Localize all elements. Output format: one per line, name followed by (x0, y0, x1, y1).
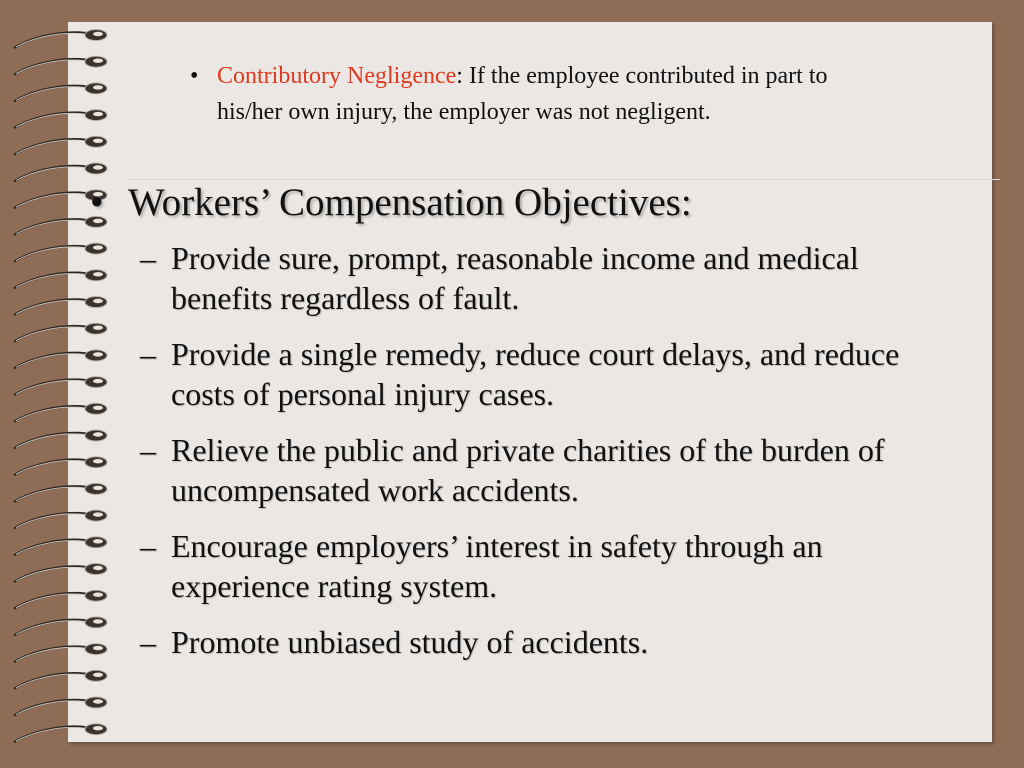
objective-item (140, 238, 960, 318)
bullet-dot: • (90, 181, 104, 224)
objective-item (140, 622, 960, 662)
objective-text: Promote unbiased study of accidents. (171, 624, 649, 660)
objective-text: Encourage employers’ interest in safety through an experience rating system. (171, 528, 823, 604)
objective-text: Provide a single remedy, reduce court delays, and reduce costs of personal injury cases. (171, 336, 900, 412)
dash-marker: – (140, 240, 156, 276)
objective-item (140, 430, 960, 510)
dash-marker: – (140, 336, 156, 372)
objective-item (140, 334, 960, 414)
term-contributory-negligence: Contributory Negligence (217, 63, 457, 89)
term-definition: : If the employee contributed in part to his/her own injury, the employer was not negligent. (217, 63, 828, 125)
objectives-heading (90, 178, 990, 228)
contributory-negligence-bullet (190, 58, 830, 130)
heading-text: Workers’ Compensation Objectives: (128, 181, 692, 224)
objective-text: Provide sure, prompt, reasonable income and medical benefits regardless of fault. (171, 240, 859, 316)
dash-marker: – (140, 432, 156, 468)
objective-item (140, 526, 960, 606)
objectives-list (140, 238, 960, 678)
dash-marker: – (140, 624, 156, 660)
objective-text: Relieve the public and private charities of the burden of uncompensated work accidents. (171, 432, 885, 508)
bullet-text (217, 58, 830, 130)
bullet-dot: • (190, 63, 199, 89)
dash-marker: – (140, 528, 156, 564)
